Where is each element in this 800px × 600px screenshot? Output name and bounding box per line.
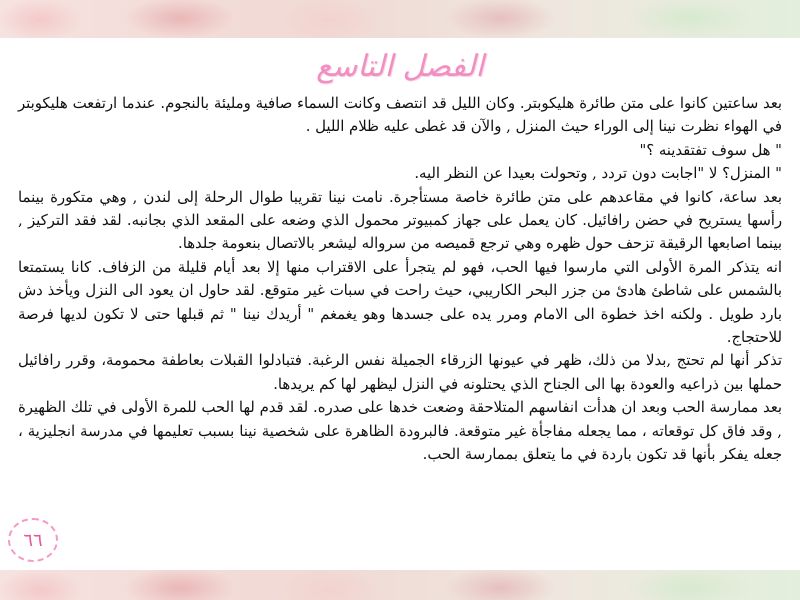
floral-footer-band bbox=[0, 570, 800, 600]
paragraph: " المنزل؟ لا "اجابت دون تردد , وتحولت بعيدا عن النظر اليه. bbox=[414, 165, 782, 183]
floral-header-band bbox=[0, 0, 800, 38]
page-number: ٦٦ bbox=[8, 518, 58, 562]
paragraph: تذكر أنها لم تحتج ,بدلا من ذلك، ظهر في عيونها الزرقاء الجميلة نفس الرغبة. فتبادلوا القبلات بعاطفة محمومة، وقرر رافائيل حملها بين ذراعيه والعودة بها الى الجناح الذي يحتلونه في النزل ليظهر لها كم يريدها. bbox=[18, 352, 782, 393]
paragraph: بعد ساعة، كانوا في مقاعدهم على متن طائرة خاصة مستأجرة. نامت نينا تقريبا طوال الرحلة إلى لندن , وهي متكورة بينما رأسها يستريح في حضن رافائيل. كان يعمل على جهاز كمبيوتر محمول الذي وضعه على المقعد الذي بجانبه. لقد فقد التركيز , بينما اصابعها الرقيقة تزحف حول ظهره وهي ترجع قميصه من سرواله ليشعر بالاتصال بنعومة جلدها. bbox=[18, 188, 782, 253]
paragraph: بعد ممارسة الحب وبعد ان هدأت انفاسهم المتلاحقة وضعت خدها على صدره. لقد قدم لها الحب للمرة الأولى في تلك الظهيرة , وقد فاق كل توقعاته ، مما يجعله مفاجأة غير متوقعة. فالبرودة الظاهرة على شخصية نينا بسبب تعليمها في مدرسة انجليزية ، جعله يفكر بأنها قد تكون باردة في ما يتعلق بممارسة الحب. bbox=[18, 399, 782, 464]
chapter-title: الفصل التاسع bbox=[316, 49, 484, 84]
paragraph: انه يتذكر المرة الأولى التي مارسوا فيها الحب، فهو لم يتجرأ على الاقتراب منها إلا بعد أيام قليلة من الزفاف. كانا يستمتعا بالشمس على شاطئ هادئ من جزر البحر الكاريبي، حيث راحت في سبات غير متوقع. لقد حاول ان يعود الى النزل ويأخذ دش بارد طويل . ولكنه اخذ خطوة الى الامام ومرر يده على جسدها وهو يغمغم " أريدك نينا " ثم قبلها حتى لا تكون لديها فرصة للاحتجاج. bbox=[18, 258, 782, 347]
paragraph: بعد ساعتين كانوا على متن طائرة هليكوبتر. وكان الليل قد انتصف وكانت السماء صافية ومليئة بالنجوم. عندما ارتفعت هليكوبتر في الهواء نظرت نينا إلى الوراء حيث المنزل , والآن قد غطى عليه ظلام الليل . bbox=[18, 95, 782, 136]
chapter-text bbox=[18, 92, 782, 467]
paragraph: " هل سوف تفتقدينه ؟" bbox=[639, 141, 782, 159]
